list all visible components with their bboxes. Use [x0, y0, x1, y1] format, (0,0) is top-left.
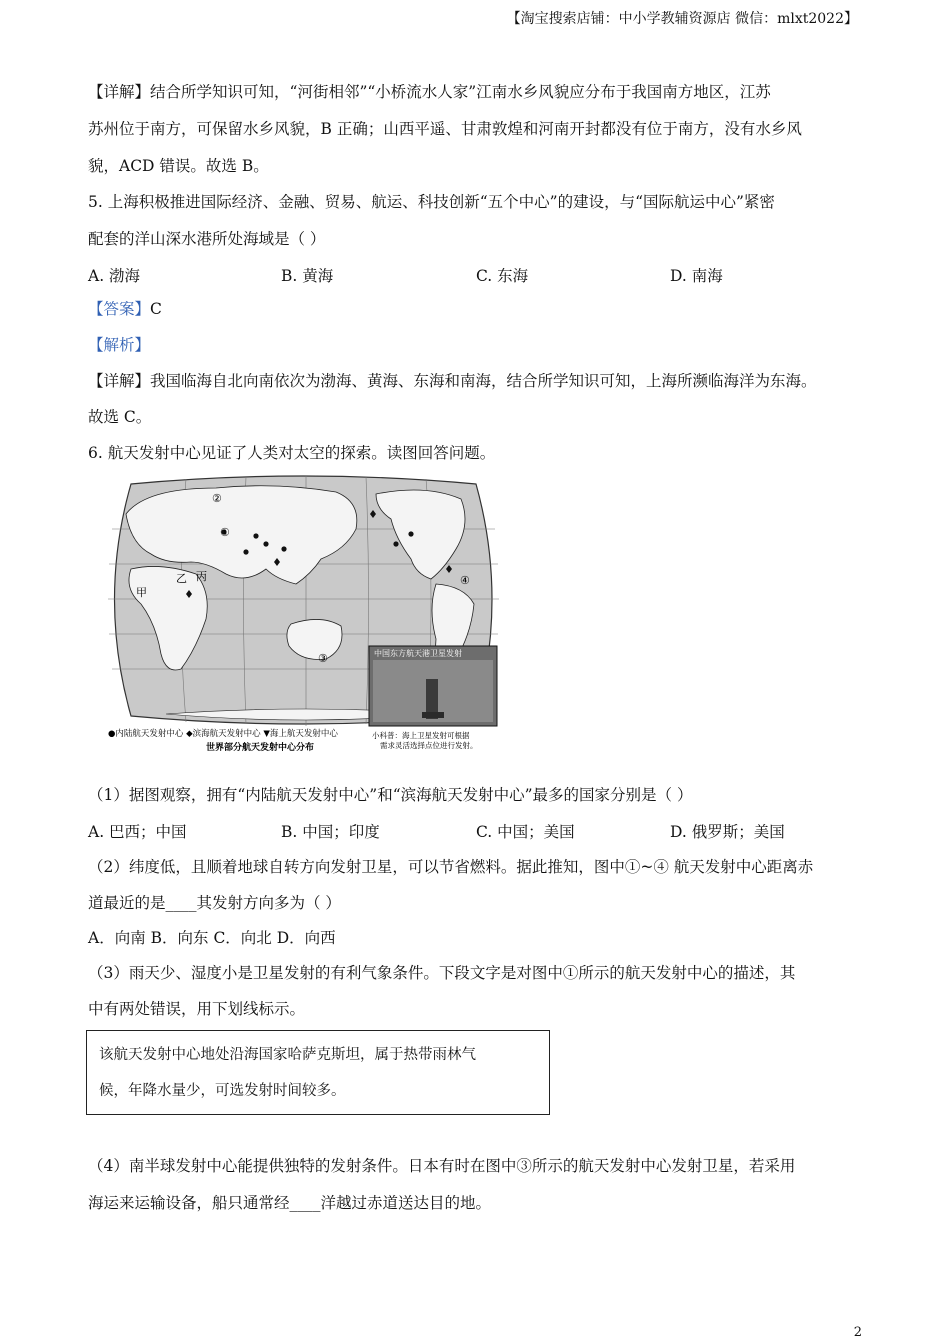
q5-detail-line2: 故选 C。	[88, 408, 152, 426]
map-label-2: ②	[212, 492, 222, 505]
q6-sub2-line1: （2）纬度低，且顺着地球自转方向发射卫星，可以节省燃料。据此推知，图中①~④ 航天发射中心距离赤	[88, 858, 814, 876]
page-header: 【淘宝搜索店铺：中小学教辅资源店 微信：mlxt2022】	[506, 11, 858, 27]
q6-sub1-option-b: B. 中国；印度	[281, 823, 380, 841]
map-note-line1: 小科普：海上卫星发射可根据	[372, 731, 470, 740]
analysis-tag: 【解析】	[88, 336, 151, 354]
answer-tag: 【答案】	[88, 300, 151, 318]
q6-sub2-options: A．向南 B．向东 C．向北 D．向西	[88, 929, 336, 947]
q5-option-b: B. 黄海	[281, 267, 334, 285]
map-label-1: ①	[220, 526, 230, 539]
map-note-line2: 需求灵活选择点位进行发射。	[380, 741, 478, 750]
q5-option-c: C. 东海	[476, 267, 529, 285]
map-label-4: ④	[460, 574, 470, 587]
q6-sub1-option-d: D. 俄罗斯；美国	[670, 823, 785, 841]
q4-detail-line1: 【详解】结合所学知识可知，“河街相邻”“小桥流水人家”江南水乡风貌应分布于我国南方地区，江苏	[88, 83, 771, 101]
map-label-3: ③	[318, 652, 328, 665]
q6-sub4-line2: 海运来运输设备，船只通常经____洋越过赤道送达目的地。	[88, 1194, 492, 1212]
description-line1: 该航天发射中心地处沿海国家哈萨克斯坦，属于热带雨林气	[99, 1047, 476, 1063]
answer-value: C	[150, 300, 162, 318]
q5-detail-line1: 【详解】我国临海自北向南依次为渤海、黄海、东海和南海，结合所学知识可知，上海所濒临海洋为东海。	[88, 372, 817, 390]
world-launch-center-map	[106, 474, 501, 754]
map-legend: ●内陆航天发射中心 ◆滨海航天发射中心 ▼海上航天发射中心	[108, 729, 338, 739]
q6-sub3-line1: （3）雨天少、湿度小是卫星发射的有利气象条件。下段文字是对图中①所示的航天发射中心的描述，其	[88, 964, 796, 982]
q5-option-d: D. 南海	[670, 267, 723, 285]
q5-answer	[88, 299, 162, 319]
q6-sub3-line2: 中有两处错误，用下划线标示。	[88, 1000, 306, 1018]
map-label-jia: 甲	[136, 586, 147, 599]
q5-option-a: A. 渤海	[88, 267, 141, 285]
q6-sub2-line2: 道最近的是____其发射方向多为（ ）	[88, 894, 341, 912]
map-label-bing: 丙	[196, 570, 207, 583]
q6-sub4-line1: （4）南半球发射中心能提供独特的发射条件。日本有时在图中③所示的航天发射中心发射卫星，若采用	[88, 1157, 796, 1175]
q6-sub1: （1）据图观察，拥有“内陆航天发射中心”和“滨海航天发射中心”最多的国家分别是（ ）	[88, 786, 693, 804]
q4-detail-line2: 苏州位于南方，可保留水乡风貌，B 正确；山西平遥、甘肃敦煌和河南开封都没有位于南方，没有水乡风	[88, 120, 802, 138]
page-number: 2	[853, 1325, 862, 1340]
q6-sub1-option-c: C. 中国；美国	[476, 823, 575, 841]
q4-detail-line3: 貌，ACD 错误。故选 B。	[88, 157, 269, 175]
description-line2: 候，年降水量少，可选发射时间较多。	[99, 1083, 346, 1099]
map-label-yi: 乙	[176, 572, 187, 585]
q6-intro: 6. 航天发射中心见证了人类对太空的探索。读图回答问题。	[88, 444, 496, 462]
q5-stem-line2: 配套的洋山深水港所处海域是（ ）	[88, 230, 326, 248]
q5-stem-line1: 5. 上海积极推进国际经济、金融、贸易、航运、科技创新“五个中心”的建设，与“国际航运中心”紧密	[88, 193, 775, 211]
description-box	[86, 1030, 550, 1115]
q6-sub1-option-a: A. 巴西；中国	[88, 823, 187, 841]
detail-tag: 【详解】	[88, 372, 151, 390]
detail-tag: 【详解】	[88, 83, 151, 101]
map-caption: 世界部分航天发射中心分布	[206, 743, 315, 753]
inset-title: 中国东方航天港卫星发射	[374, 649, 462, 658]
